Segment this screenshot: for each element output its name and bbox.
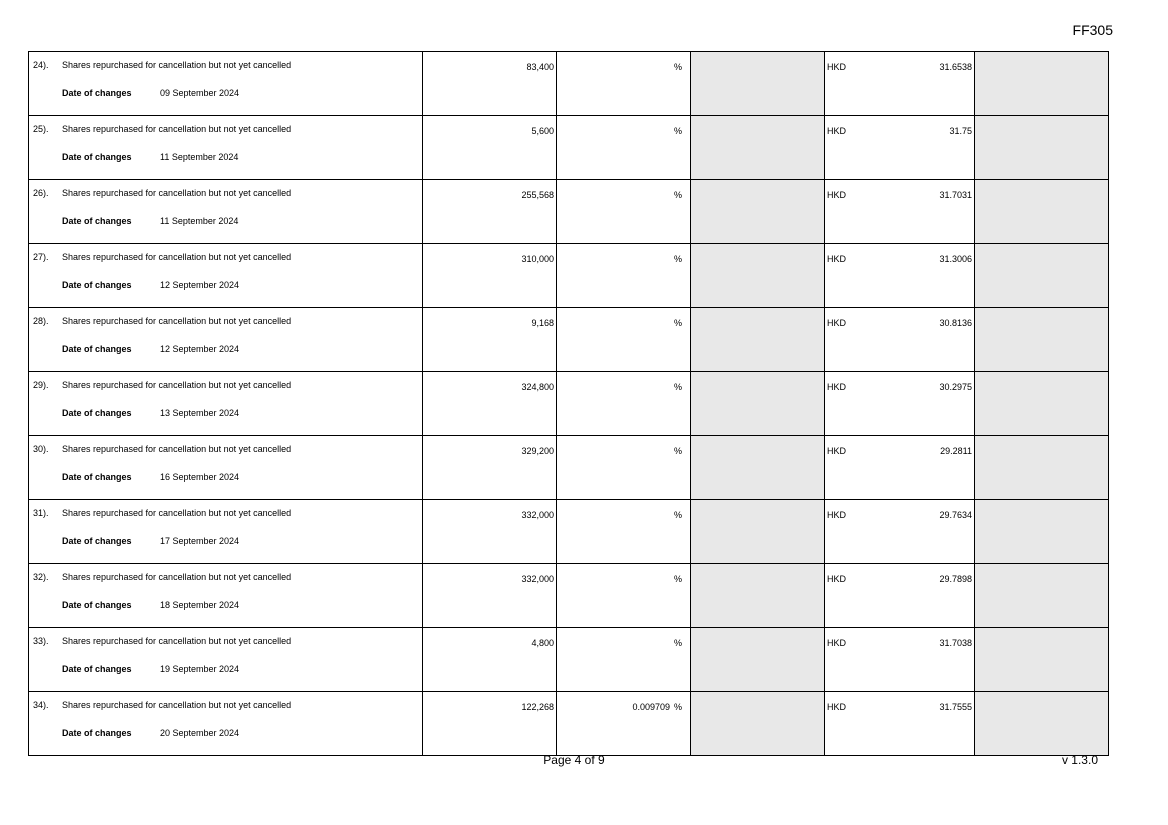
shares-cell: 329,200	[423, 436, 557, 500]
price-value: 29.7634	[939, 510, 972, 520]
currency-label: HKD	[827, 126, 847, 136]
row-description: Shares repurchased for cancellation but not yet cancelled	[62, 508, 292, 518]
table-row	[29, 244, 1109, 308]
percent-cell	[557, 500, 691, 564]
price-cell	[825, 308, 975, 372]
shares-cell: 255,568	[423, 180, 557, 244]
repurchase-table-body	[29, 52, 1109, 756]
repurchase-table	[28, 51, 1109, 756]
price-cell	[825, 564, 975, 628]
percent-symbol: %	[673, 574, 682, 584]
percent-cell	[557, 180, 691, 244]
table-row	[29, 308, 1109, 372]
currency-label: HKD	[827, 254, 847, 264]
row-description: Shares repurchased for cancellation but not yet cancelled	[62, 444, 292, 454]
shaded-cell	[975, 180, 1109, 244]
shaded-cell	[691, 52, 825, 116]
price-cell	[825, 244, 975, 308]
row-index: 34).	[33, 700, 49, 710]
shaded-cell	[975, 628, 1109, 692]
shaded-cell	[975, 500, 1109, 564]
percent-symbol: %	[673, 446, 682, 456]
shares-cell: 310,000	[423, 244, 557, 308]
row-index: 25).	[33, 124, 49, 134]
price-value: 31.75	[949, 126, 972, 136]
date-of-changes-value: 17 September 2024	[160, 536, 240, 546]
page-number: Page 4 of 9	[543, 753, 605, 767]
percent-cell	[557, 308, 691, 372]
currency-label: HKD	[827, 446, 847, 456]
percent-symbol: %	[673, 702, 682, 712]
date-of-changes-label: Date of changes	[62, 216, 132, 226]
row-index: 29).	[33, 380, 49, 390]
percent-value: 0.009709	[632, 702, 670, 712]
table-row	[29, 52, 1109, 116]
row-index: 33).	[33, 636, 49, 646]
shaded-cell	[691, 500, 825, 564]
percent-cell	[557, 628, 691, 692]
date-of-changes-label: Date of changes	[62, 280, 132, 290]
row-description: Shares repurchased for cancellation but not yet cancelled	[62, 700, 292, 710]
date-of-changes-value: 12 September 2024	[160, 344, 240, 354]
row-description: Shares repurchased for cancellation but not yet cancelled	[62, 124, 292, 134]
shaded-cell	[691, 372, 825, 436]
shares-cell: 332,000	[423, 500, 557, 564]
table-row	[29, 628, 1109, 692]
percent-cell	[557, 692, 691, 756]
date-of-changes-value: 19 September 2024	[160, 664, 240, 674]
percent-cell	[557, 564, 691, 628]
date-of-changes-label: Date of changes	[62, 88, 132, 98]
table-row	[29, 116, 1109, 180]
table-row	[29, 500, 1109, 564]
date-of-changes-value: 20 September 2024	[160, 728, 240, 738]
currency-label: HKD	[827, 62, 847, 72]
percent-cell	[557, 436, 691, 500]
price-cell	[825, 500, 975, 564]
percent-symbol: %	[673, 254, 682, 264]
shares-cell: 5,600	[423, 116, 557, 180]
table-row	[29, 692, 1109, 756]
date-of-changes-value: 09 September 2024	[160, 88, 240, 98]
currency-label: HKD	[827, 318, 847, 328]
shaded-cell	[691, 244, 825, 308]
description-cell	[29, 180, 423, 244]
shares-cell: 122,268	[423, 692, 557, 756]
shares-cell: 83,400	[423, 52, 557, 116]
shaded-cell	[691, 564, 825, 628]
row-index: 27).	[33, 252, 49, 262]
description-cell	[29, 436, 423, 500]
currency-label: HKD	[827, 382, 847, 392]
percent-cell	[557, 244, 691, 308]
description-cell	[29, 308, 423, 372]
shares-cell: 324,800	[423, 372, 557, 436]
date-of-changes-label: Date of changes	[62, 664, 132, 674]
price-value: 31.7031	[939, 190, 972, 200]
date-of-changes-value: 16 September 2024	[160, 472, 240, 482]
date-of-changes-label: Date of changes	[62, 600, 132, 610]
price-cell	[825, 372, 975, 436]
percent-symbol: %	[673, 126, 682, 136]
table-row	[29, 372, 1109, 436]
price-value: 30.2975	[939, 382, 972, 392]
shaded-cell	[975, 308, 1109, 372]
shaded-cell	[975, 564, 1109, 628]
date-of-changes-label: Date of changes	[62, 408, 132, 418]
date-of-changes-label: Date of changes	[62, 728, 132, 738]
price-value: 31.7038	[939, 638, 972, 648]
shares-cell: 4,800	[423, 628, 557, 692]
percent-symbol: %	[673, 382, 682, 392]
percent-symbol: %	[673, 318, 682, 328]
shaded-cell	[975, 692, 1109, 756]
description-cell	[29, 116, 423, 180]
price-value: 31.6538	[939, 62, 972, 72]
description-cell	[29, 628, 423, 692]
row-description: Shares repurchased for cancellation but not yet cancelled	[62, 60, 292, 70]
row-description: Shares repurchased for cancellation but not yet cancelled	[62, 316, 292, 326]
description-cell	[29, 692, 423, 756]
row-index: 26).	[33, 188, 49, 198]
description-cell	[29, 500, 423, 564]
shaded-cell	[691, 692, 825, 756]
row-index: 32).	[33, 572, 49, 582]
shaded-cell	[975, 52, 1109, 116]
shaded-cell	[691, 436, 825, 500]
currency-label: HKD	[827, 702, 847, 712]
shaded-cell	[975, 436, 1109, 500]
price-value: 31.7555	[939, 702, 972, 712]
price-value: 29.2811	[940, 446, 972, 456]
shaded-cell	[691, 628, 825, 692]
percent-cell	[557, 372, 691, 436]
date-of-changes-label: Date of changes	[62, 152, 132, 162]
table-row	[29, 180, 1109, 244]
currency-label: HKD	[827, 574, 847, 584]
shares-cell: 9,168	[423, 308, 557, 372]
row-description: Shares repurchased for cancellation but not yet cancelled	[62, 188, 292, 198]
row-description: Shares repurchased for cancellation but not yet cancelled	[62, 252, 292, 262]
percent-symbol: %	[673, 510, 682, 520]
price-value: 29.7898	[939, 574, 972, 584]
price-cell	[825, 52, 975, 116]
date-of-changes-value: 11 September 2024	[160, 152, 239, 162]
currency-label: HKD	[827, 510, 847, 520]
description-cell	[29, 52, 423, 116]
shaded-cell	[975, 116, 1109, 180]
price-cell	[825, 180, 975, 244]
price-value: 31.3006	[939, 254, 972, 264]
price-cell	[825, 116, 975, 180]
date-of-changes-value: 12 September 2024	[160, 280, 240, 290]
date-of-changes-value: 18 September 2024	[160, 600, 240, 610]
price-cell	[825, 436, 975, 500]
shaded-cell	[975, 372, 1109, 436]
percent-symbol: %	[673, 190, 682, 200]
date-of-changes-label: Date of changes	[62, 344, 132, 354]
date-of-changes-label: Date of changes	[62, 472, 132, 482]
date-of-changes-label: Date of changes	[62, 536, 132, 546]
row-description: Shares repurchased for cancellation but not yet cancelled	[62, 636, 292, 646]
currency-label: HKD	[827, 638, 847, 648]
percent-cell	[557, 116, 691, 180]
version-label: v 1.3.0	[1061, 753, 1098, 767]
row-index: 28).	[33, 316, 49, 326]
row-index: 24).	[33, 60, 49, 70]
shares-cell: 332,000	[423, 564, 557, 628]
description-cell	[29, 372, 423, 436]
price-value: 30.8136	[939, 318, 972, 328]
form-code: FF305	[1072, 22, 1113, 38]
description-cell	[29, 564, 423, 628]
row-index: 31).	[33, 508, 49, 518]
price-cell	[825, 692, 975, 756]
price-cell	[825, 628, 975, 692]
shaded-cell	[691, 116, 825, 180]
description-cell	[29, 244, 423, 308]
table-row	[29, 436, 1109, 500]
row-description: Shares repurchased for cancellation but not yet cancelled	[62, 380, 292, 390]
date-of-changes-value: 13 September 2024	[160, 408, 240, 418]
table-row	[29, 564, 1109, 628]
percent-symbol: %	[673, 638, 682, 648]
row-description: Shares repurchased for cancellation but not yet cancelled	[62, 572, 292, 582]
shaded-cell	[975, 244, 1109, 308]
percent-cell	[557, 52, 691, 116]
currency-label: HKD	[827, 190, 847, 200]
row-index: 30).	[33, 444, 49, 454]
percent-symbol: %	[673, 62, 682, 72]
shaded-cell	[691, 308, 825, 372]
date-of-changes-value: 11 September 2024	[160, 216, 239, 226]
shaded-cell	[691, 180, 825, 244]
